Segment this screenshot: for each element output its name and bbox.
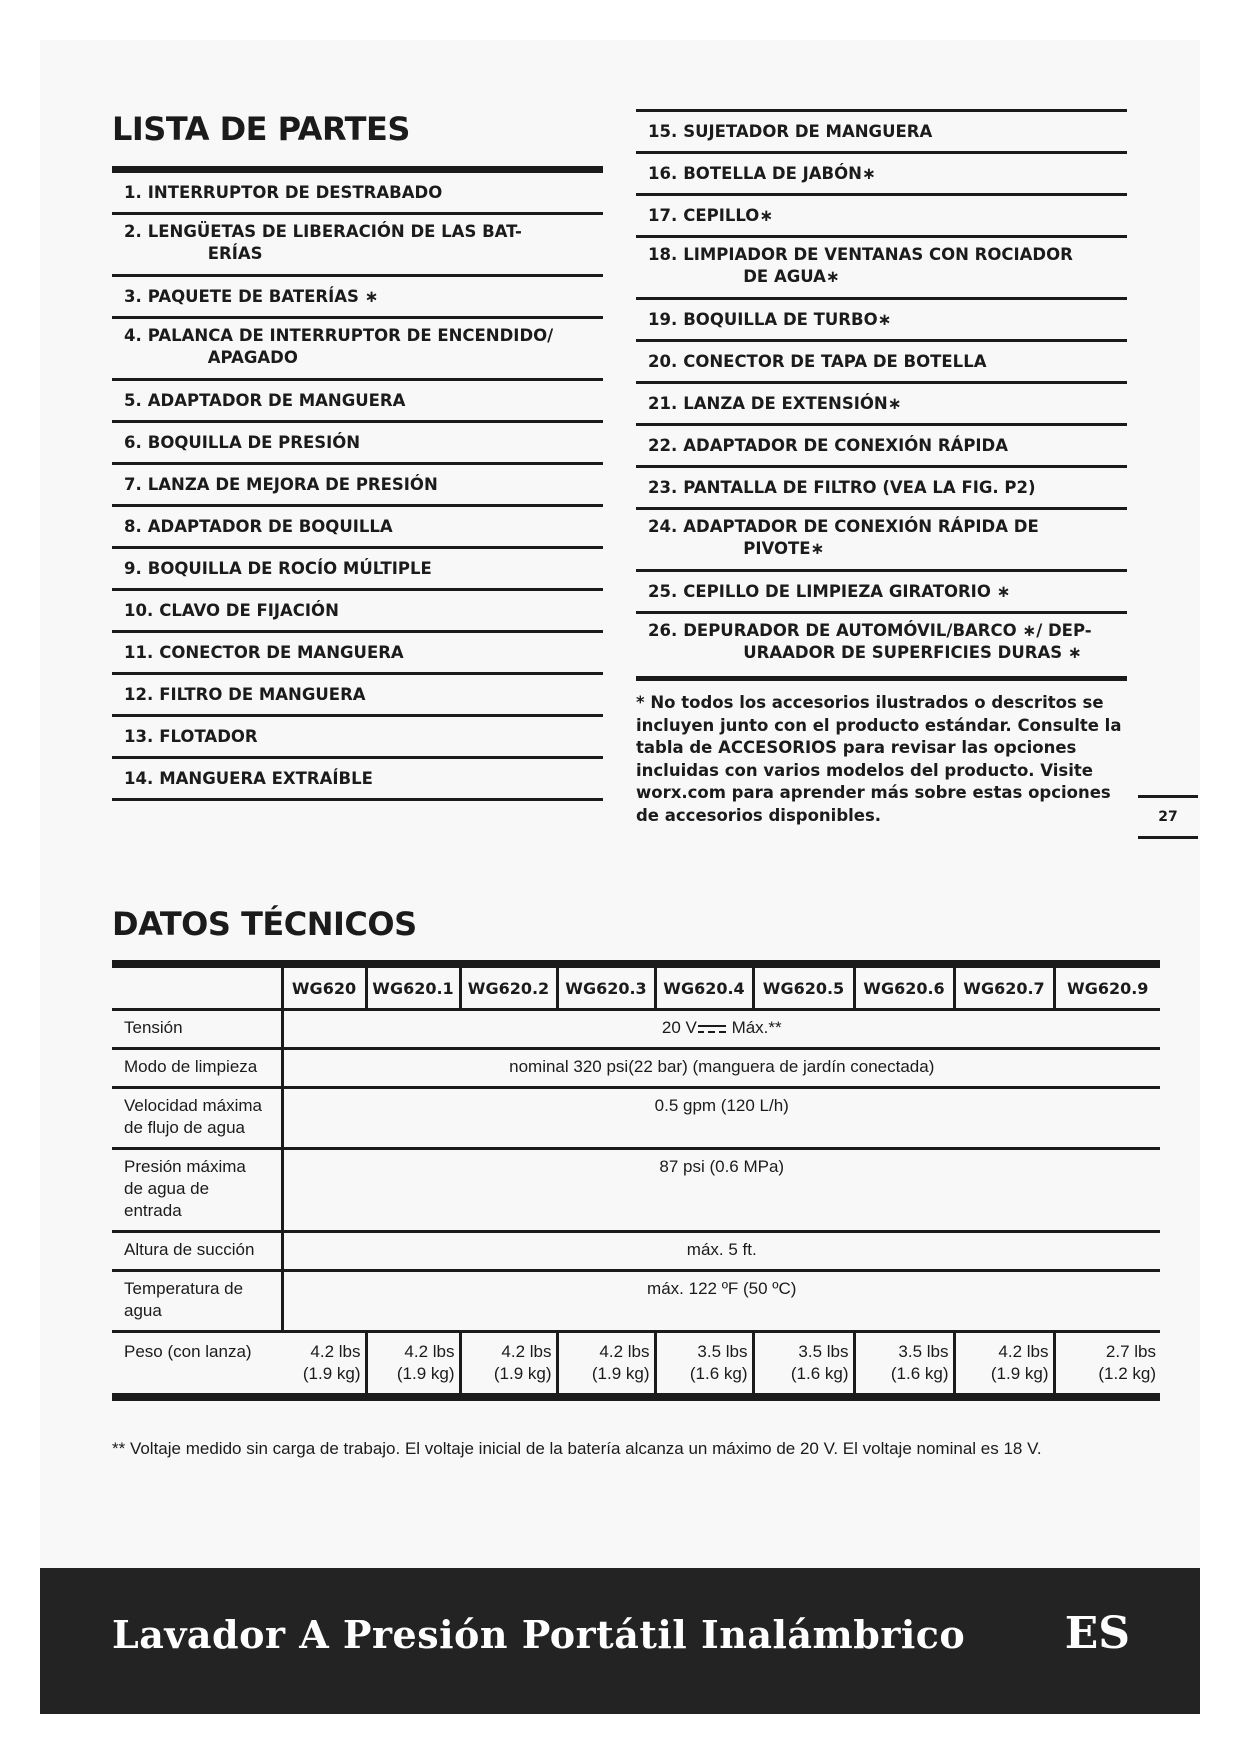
row-label: Tensión — [112, 1010, 282, 1049]
part-name: CLAVO DE FIJACIÓN — [159, 600, 339, 620]
list-item — [636, 154, 1127, 196]
part-number: 26. — [648, 621, 678, 640]
part-number: 21. — [648, 393, 678, 413]
part-name: BOTELLA DE JABÓN∗ — [683, 163, 876, 183]
row-value: máx. 5 ft. — [282, 1232, 1160, 1271]
table-row — [112, 1271, 1160, 1332]
part-name: CEPILLO DE LIMPIEZA GIRATORIO ∗ — [683, 581, 1011, 601]
row-value: nominal 320 psi(22 bar) (manguera de jardín conectada) — [282, 1049, 1160, 1088]
weight-lbs: 3.5 lbs — [798, 1342, 849, 1361]
weight-kg: (1.2 kg) — [1098, 1364, 1156, 1383]
part-number: 8. — [124, 516, 142, 536]
part-number: 22. — [648, 435, 678, 455]
weight-kg: (1.6 kg) — [790, 1364, 849, 1383]
part-name: ADAPTADOR DE MANGUERA — [147, 390, 406, 410]
part-number: 11. — [124, 642, 154, 662]
list-item — [636, 300, 1127, 342]
weight-lbs: 4.2 lbs — [310, 1342, 361, 1361]
weight-lbs: 2.7 lbs — [1105, 1342, 1156, 1361]
model-header: WG620 — [282, 964, 366, 1010]
model-header: WG620.9 — [1054, 964, 1160, 1010]
list-item — [112, 633, 603, 675]
weight-cell — [753, 1332, 854, 1398]
part-name: DEPURADOR DE AUTOMÓVIL/BARCO ∗/ DEP- — [683, 621, 1092, 640]
weight-lbs: 3.5 lbs — [697, 1342, 748, 1361]
part-number: 12. — [124, 684, 154, 704]
list-item — [636, 384, 1127, 426]
part-number: 25. — [648, 581, 678, 601]
accessories-note: * No todos los accesorios ilustrados o descritos se incluyen junto con el producto estándar. Consulte la tabla de ACCESORIOS para revisar las opciones incluidas con varios modelos del producto. Visite worx.com para aprender más sobre estas opciones de accesorios disponibles. — [636, 693, 1122, 825]
part-number: 5. — [124, 390, 142, 410]
weight-kg: (1.9 kg) — [302, 1364, 361, 1383]
part-name-cont: DE AGUA∗ — [743, 267, 840, 286]
part-number: 9. — [124, 558, 142, 578]
list-item — [112, 277, 603, 319]
part-name: BOQUILLA DE TURBO∗ — [683, 309, 892, 329]
weight-cell — [557, 1332, 655, 1398]
list-item — [112, 759, 603, 801]
part-number: 3. — [124, 286, 142, 306]
list-item — [112, 465, 603, 507]
part-name-cont: APAGADO — [207, 348, 298, 367]
weight-kg: (1.6 kg) — [689, 1364, 748, 1383]
part-number: 23. — [648, 477, 678, 497]
model-header: WG620.7 — [954, 964, 1054, 1010]
part-name: PAQUETE DE BATERÍAS ∗ — [147, 286, 379, 306]
page-number: 27 — [1138, 795, 1198, 839]
list-item — [636, 196, 1127, 238]
weight-lbs: 4.2 lbs — [998, 1342, 1049, 1361]
part-name: PANTALLA DE FILTRO (VEA LA FIG. P2) — [683, 477, 1036, 497]
part-name: LANZA DE MEJORA DE PRESIÓN — [147, 474, 438, 494]
weight-kg: (1.9 kg) — [493, 1364, 552, 1383]
list-item — [636, 510, 1127, 572]
empty-header-cell — [112, 964, 282, 1010]
part-name: CONECTOR DE TAPA DE BOTELLA — [683, 351, 987, 371]
model-header: WG620.1 — [366, 964, 460, 1010]
part-number: 2. — [124, 222, 142, 241]
voltage-value: 20 V — [661, 1018, 697, 1037]
weight-cell — [1054, 1332, 1160, 1398]
tech-data-table — [112, 960, 1160, 1401]
part-name: ADAPTADOR DE BOQUILLA — [147, 516, 393, 536]
weight-cell — [282, 1332, 366, 1398]
parts-list-left — [112, 166, 603, 801]
voltage-suffix: Máx.** — [726, 1018, 782, 1037]
part-number: 7. — [124, 474, 142, 494]
part-name: LENGÜETAS DE LIBERACIÓN DE LAS BAT- — [147, 222, 522, 241]
part-number: 10. — [124, 600, 154, 620]
row-label: Presión máxima de agua de entrada — [112, 1149, 282, 1232]
row-label: Temperatura de agua — [112, 1271, 282, 1332]
part-number: 1. — [124, 182, 142, 202]
parts-list-title: LISTA DE PARTES — [112, 110, 410, 148]
part-number: 16. — [648, 163, 678, 183]
list-item — [112, 319, 603, 381]
list-item — [112, 215, 603, 277]
part-name: ADAPTADOR DE CONEXIÓN RÁPIDA DE — [683, 517, 1039, 536]
part-name: PALANCA DE INTERRUPTOR DE ENCENDIDO/ — [147, 326, 554, 345]
part-name: MANGUERA EXTRAÍBLE — [159, 768, 373, 788]
part-name: SUJETADOR DE MANGUERA — [683, 121, 933, 141]
part-name: BOQUILLA DE PRESIÓN — [147, 432, 361, 452]
tech-data-title: DATOS TÉCNICOS — [112, 905, 417, 943]
weight-kg: (1.9 kg) — [591, 1364, 650, 1383]
table-row — [112, 1088, 1160, 1149]
voltage-footnote: ** Voltaje medido sin carga de trabajo. El voltaje inicial de la batería alcanza un máximo de 20 V. El voltaje nominal es 18 V. — [112, 1439, 1042, 1458]
part-number: 4. — [124, 326, 142, 345]
list-item — [112, 381, 603, 423]
model-header: WG620.4 — [655, 964, 753, 1010]
row-label: Modo de limpieza — [112, 1049, 282, 1088]
part-name: LANZA DE EXTENSIÓN∗ — [683, 393, 902, 413]
part-name: FILTRO DE MANGUERA — [159, 684, 366, 704]
list-item — [112, 717, 603, 759]
row-value: 0.5 gpm (120 L/h) — [282, 1088, 1160, 1149]
part-number: 19. — [648, 309, 678, 329]
part-name: FLOTADOR — [159, 726, 258, 746]
model-header: WG620.6 — [854, 964, 954, 1010]
part-name-cont: URAADOR DE SUPERFICIES DURAS ∗ — [743, 643, 1082, 662]
weight-kg: (1.9 kg) — [990, 1364, 1049, 1383]
weight-cell — [954, 1332, 1054, 1398]
weight-lbs: 4.2 lbs — [404, 1342, 455, 1361]
table-row — [112, 1049, 1160, 1088]
footer-banner — [40, 1568, 1200, 1714]
part-number: 24. — [648, 517, 678, 536]
list-item — [112, 423, 603, 465]
product-title: Lavador A Presión Portátil Inalámbrico — [112, 1612, 966, 1657]
part-name: ADAPTADOR DE CONEXIÓN RÁPIDA — [683, 435, 1009, 455]
weight-cell — [366, 1332, 460, 1398]
list-item — [112, 549, 603, 591]
weight-row — [112, 1332, 1160, 1398]
direct-current-icon — [697, 1022, 727, 1036]
language-code: ES — [1064, 1608, 1130, 1659]
list-item — [112, 173, 603, 215]
part-name-cont: ERÍAS — [207, 244, 263, 263]
model-header-row — [112, 964, 1160, 1010]
model-header: WG620.5 — [753, 964, 854, 1010]
list-item — [636, 342, 1127, 384]
weight-kg: (1.6 kg) — [890, 1364, 949, 1383]
list-item — [112, 507, 603, 549]
list-item — [636, 572, 1127, 614]
part-number: 13. — [124, 726, 154, 746]
row-label: Velocidad máxima de flujo de agua — [112, 1088, 282, 1149]
row-value: 87 psi (0.6 MPa) — [282, 1149, 1160, 1232]
weight-kg: (1.9 kg) — [396, 1364, 455, 1383]
part-number: 14. — [124, 768, 154, 788]
part-name: LIMPIADOR DE VENTANAS CON ROCIADOR — [683, 245, 1073, 264]
list-item — [636, 238, 1127, 300]
weight-lbs: 4.2 lbs — [599, 1342, 650, 1361]
part-number: 18. — [648, 245, 678, 264]
part-number: 15. — [648, 121, 678, 141]
part-name: CONECTOR DE MANGUERA — [159, 642, 404, 662]
weight-lbs: 3.5 lbs — [898, 1342, 949, 1361]
table-row — [112, 1010, 1160, 1049]
table-row — [112, 1232, 1160, 1271]
part-number: 17. — [648, 205, 678, 225]
list-item — [636, 112, 1127, 154]
part-name-cont: PIVOTE∗ — [743, 539, 825, 558]
list-item — [636, 614, 1127, 676]
part-number: 6. — [124, 432, 142, 452]
list-item — [112, 591, 603, 633]
part-name: CEPILLO∗ — [683, 205, 774, 225]
part-name: INTERRUPTOR DE DESTRABADO — [147, 182, 443, 202]
weight-cell — [460, 1332, 557, 1398]
row-label: Altura de succión — [112, 1232, 282, 1271]
part-number: 20. — [648, 351, 678, 371]
table-row — [112, 1149, 1160, 1232]
list-item — [636, 468, 1127, 510]
weight-cell — [854, 1332, 954, 1398]
model-header: WG620.2 — [460, 964, 557, 1010]
list-item — [636, 426, 1127, 468]
list-item — [112, 675, 603, 717]
parts-list-right — [636, 109, 1127, 681]
row-value — [282, 1010, 1160, 1049]
row-value: máx. 122 ºF (50 ºC) — [282, 1271, 1160, 1332]
weight-cell — [655, 1332, 753, 1398]
weight-lbs: 4.2 lbs — [501, 1342, 552, 1361]
model-header: WG620.3 — [557, 964, 655, 1010]
part-name: BOQUILLA DE ROCÍO MÚLTIPLE — [147, 558, 432, 578]
row-label: Peso (con lanza) — [124, 1342, 252, 1361]
